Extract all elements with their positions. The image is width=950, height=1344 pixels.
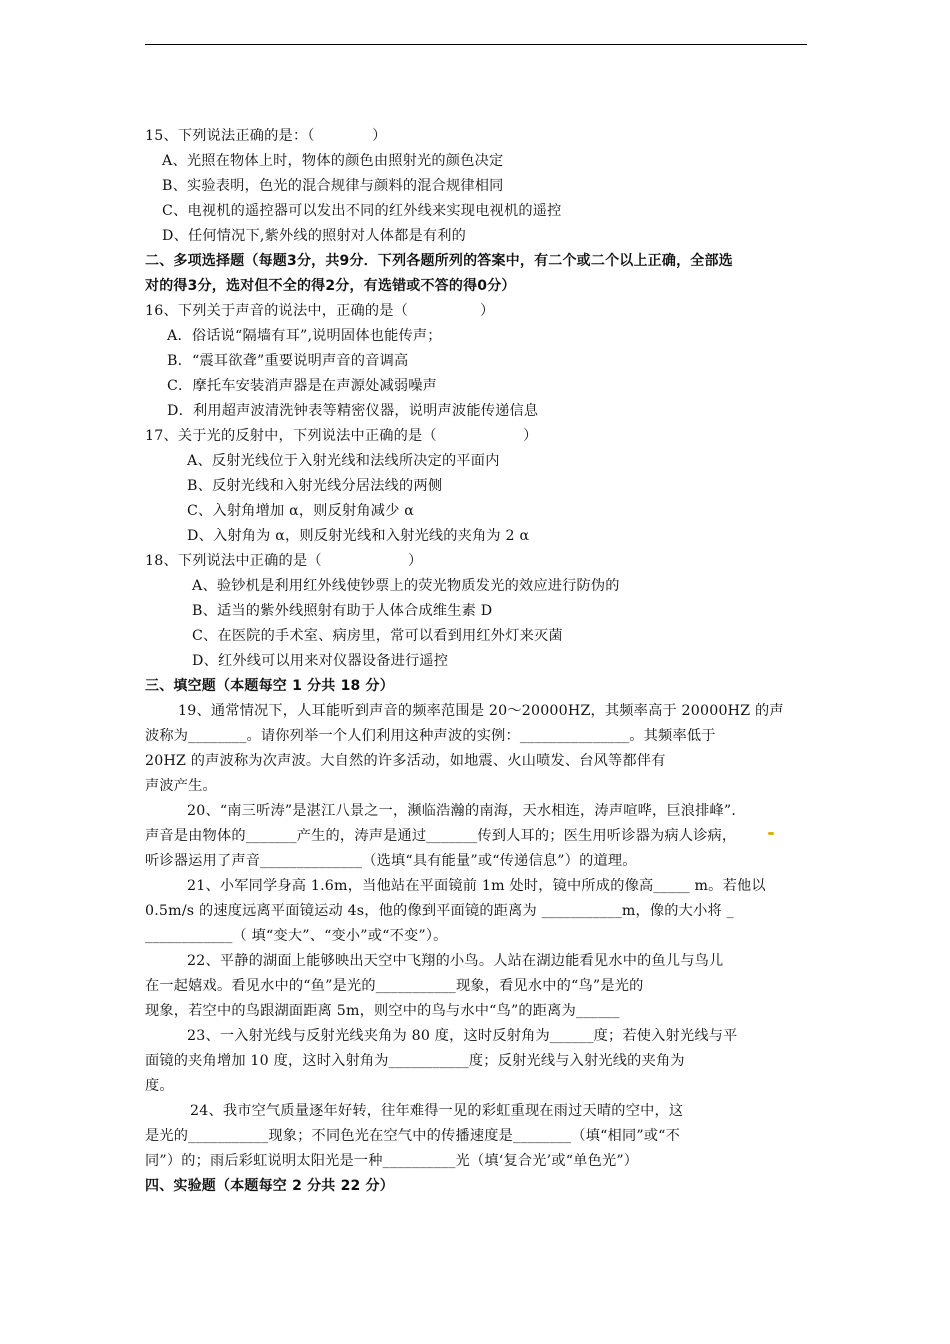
header-rule bbox=[145, 44, 807, 45]
option-15-a: A、光照在物体上时，物体的颜色由照射光的颜色决定 bbox=[162, 153, 504, 169]
question-22-line-3: 现象，若空中的鸟跟湖面距离 5m，则空中的鸟与水中“鸟”的距离为______ bbox=[145, 1003, 620, 1019]
section-2-heading: 二、多项选择题（每题3分，共9分．下列各题所列的答案中，有二个或二个以上正确，全部选 bbox=[145, 253, 733, 269]
question-20-line-3: 听诊器运用了声音______________（选填“具有能量”或“传递信息”）的道理。 bbox=[145, 853, 637, 869]
question-18: 18、下列说法中正确的是（ ） bbox=[145, 553, 423, 569]
option-18-c: C、在医院的手术室、病房里，常可以看到用红外灯来灭菌 bbox=[192, 628, 563, 644]
option-18-b: B、适当的紫外线照射有助于人体合成维生素 D bbox=[192, 603, 493, 619]
option-15-c: C、电视机的遥控器可以发出不同的红外线来实现电视机的遥控 bbox=[162, 203, 562, 219]
question-21-line-1: 21、小军同学身高 1.6m，当他站在平面镜前 1m 处时，镜中所成的像高_____ m。若他以 bbox=[187, 878, 766, 894]
section-2-heading-cont: 对的得3分，选对但不全的得2分，有选错或不答的得0分） bbox=[145, 278, 516, 294]
option-17-b: B、反射光线和入射光线分居法线的两侧 bbox=[187, 478, 443, 494]
option-16-d: D．利用超声波清洗钟表等精密仪器，说明声波能传递信息 bbox=[167, 403, 539, 419]
question-22-line-2: 在一起嬉戏。看见水中的“鱼”是光的___________现象，看见水中的“鸟”是光的 bbox=[145, 978, 644, 994]
question-15: 15、下列说法正确的是：（ ） bbox=[145, 128, 387, 144]
question-17: 17、关于光的反射中，下列说法中正确的是（ ） bbox=[145, 428, 538, 444]
highlight-mark bbox=[768, 832, 774, 835]
option-18-d: D、红外线可以用来对仪器设备进行遥控 bbox=[192, 653, 449, 669]
question-23-line-3: 度。 bbox=[145, 1078, 174, 1094]
question-19-line-2: 波称为________。请你列举一个人们利用这种声波的实例：_______________。其频率低于 bbox=[145, 728, 716, 744]
option-16-b: B．“震耳欲聋”重要说明声音的音调高 bbox=[167, 353, 409, 369]
option-18-a: A、验钞机是利用红外线使钞票上的荧光物质发光的效应进行防伪的 bbox=[192, 578, 620, 594]
option-17-a: A、反射光线位于入射光线和法线所决定的平面内 bbox=[187, 453, 500, 469]
section-3-heading: 三、填空题（本题每空 1 分共 18 分） bbox=[145, 678, 394, 694]
option-17-c: C、入射角增加 α，则反射角减少 α bbox=[187, 503, 415, 519]
question-24-line-1: 24、我市空气质量逐年好转，往年难得一见的彩虹重现在雨过天晴的空中，这 bbox=[190, 1103, 684, 1119]
option-15-d: D、任何情况下,紫外线的照射对人体都是有利的 bbox=[162, 228, 467, 244]
question-23-line-2: 面镜的夹角增加 10 度，这时入射角为___________度；反射光线与入射光线的夹角为 bbox=[145, 1053, 685, 1069]
question-21-line-3: ____________（ 填“变大”、“变小”或“不变”）。 bbox=[145, 928, 448, 944]
option-17-d: D、入射角为 α，则反射光线和入射光线的夹角为 2 α bbox=[187, 528, 530, 544]
section-4-heading: 四、实验题（本题每空 2 分共 22 分） bbox=[145, 1178, 394, 1194]
question-19-line-1: 19、通常情况下，人耳能听到声音的频率范围是 20～20000HZ，其频率高于 20000HZ 的声 bbox=[178, 703, 784, 719]
question-24-line-2: 是光的___________现象；不同色光在空气中的传播速度是________（填“相同”或“不 bbox=[145, 1128, 681, 1144]
question-23-line-1: 23、一入射光线与反射光线夹角为 80 度，这时反射角为______度；若使入射光线与平 bbox=[187, 1028, 738, 1044]
question-19-line-3: 20HZ 的声波称为次声波。大自然的许多活动，如地震、火山喷发、台风等都伴有 bbox=[145, 753, 666, 769]
question-19-line-4: 声波产生。 bbox=[145, 778, 217, 794]
option-15-b: B、实验表明，色光的混合规律与颜料的混合规律相同 bbox=[162, 178, 504, 194]
option-16-c: C．摩托车安装消声器是在声源处减弱噪声 bbox=[167, 378, 438, 394]
question-21-line-2: 0.5m/s 的速度远离平面镜运动 4s，他的像到平面镜的距离为 ___________m，像的大小将 _ bbox=[145, 903, 734, 919]
question-24-line-3: 同”）的；雨后彩虹说明太阳光是一种__________光（填‘复合光’或“单色光”） bbox=[145, 1153, 639, 1169]
question-20-line-1: 20、“南三听涛”是湛江八景之一，濒临浩瀚的南海，天水相连，涛声喧哗，巨浪排峰”． bbox=[187, 803, 746, 819]
option-16-a: A．俗话说“隔墙有耳”,说明固体也能传声； bbox=[167, 328, 442, 344]
question-22-line-1: 22、平静的湖面上能够映出天空中飞翔的小鸟。人站在湖边能看见水中的鱼儿与鸟儿 bbox=[187, 953, 724, 969]
question-20-line-2: 声音是由物体的_______产生的，涛声是通过_______传到人耳的；医生用听诊器为病人诊病， bbox=[145, 828, 737, 844]
question-16: 16、下列关于声音的说法中，正确的是（ ） bbox=[145, 303, 495, 319]
